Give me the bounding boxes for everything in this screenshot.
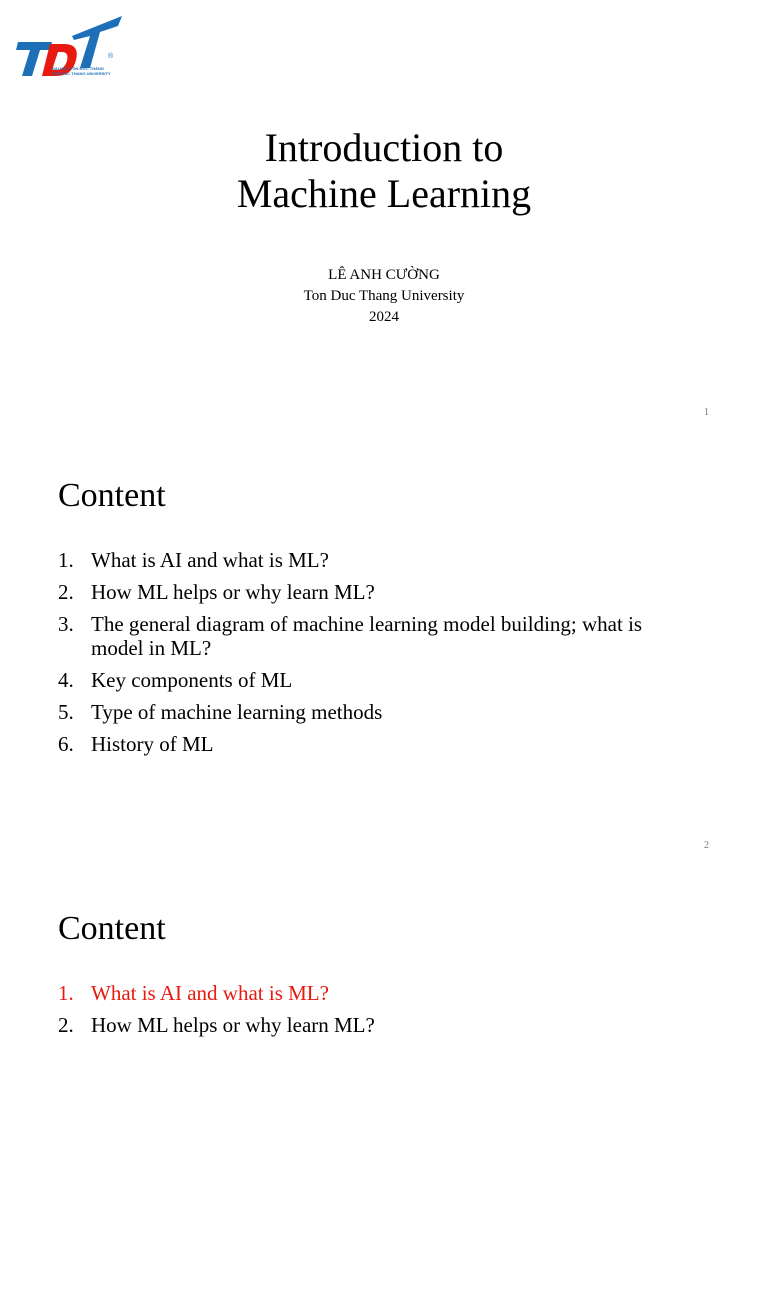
list-item-number: 1. — [58, 548, 74, 572]
list-item-text: The general diagram of machine learning model building; what is model in ML? — [91, 612, 643, 660]
list-item-number: 3. — [58, 612, 74, 636]
list-item-text: What is AI and what is ML? — [91, 548, 329, 572]
list-item-text: Key components of ML — [91, 668, 293, 692]
list-item — [58, 548, 698, 572]
author-name: LÊ ANH CƯỜNG — [328, 267, 440, 283]
list-item-number: 2. — [58, 1013, 74, 1037]
presentation-subtitle — [0, 265, 768, 328]
page-number: 1 — [704, 407, 709, 418]
university-logo — [12, 12, 124, 78]
list-item-text: How ML helps or why learn ML? — [91, 1013, 375, 1037]
registered-mark: ® — [108, 53, 114, 60]
page-number: 2 — [704, 840, 709, 851]
content-list — [58, 548, 698, 764]
list-item — [58, 612, 698, 660]
list-item-number: 2. — [58, 580, 74, 604]
content-slide — [0, 433, 768, 866]
slide-heading: Content — [58, 477, 166, 514]
content-slide-highlighted — [0, 866, 768, 1299]
institution-name: Ton Duc Thang University — [303, 288, 465, 304]
content-list — [58, 981, 698, 1045]
presentation-title — [0, 125, 768, 217]
title-slide — [0, 0, 768, 433]
list-item-text: Type of machine learning methods — [91, 700, 383, 724]
list-item — [58, 668, 698, 692]
slide-heading: Content — [58, 910, 166, 947]
title-line-1: Introduction to — [264, 125, 504, 170]
list-item-number: 1. — [58, 981, 74, 1005]
list-item — [58, 732, 698, 756]
title-line-2: Machine Learning — [236, 171, 532, 216]
list-item — [58, 580, 698, 604]
list-item-number: 6. — [58, 732, 74, 756]
logo-line-2: TON DUC THANG UNIVERSITY — [52, 71, 111, 76]
list-item — [58, 1013, 698, 1037]
list-item-number: 4. — [58, 668, 74, 692]
list-item-text: History of ML — [91, 732, 214, 756]
presentation-year: 2024 — [369, 309, 399, 325]
list-item-number: 5. — [58, 700, 74, 724]
list-item-active — [58, 981, 698, 1005]
list-item-text: What is AI and what is ML? — [91, 981, 329, 1005]
list-item-text: How ML helps or why learn ML? — [91, 580, 375, 604]
logo-line-1: ĐẠI HỌC TÔN ĐỨC THẮNG — [52, 66, 104, 71]
list-item — [58, 700, 698, 724]
